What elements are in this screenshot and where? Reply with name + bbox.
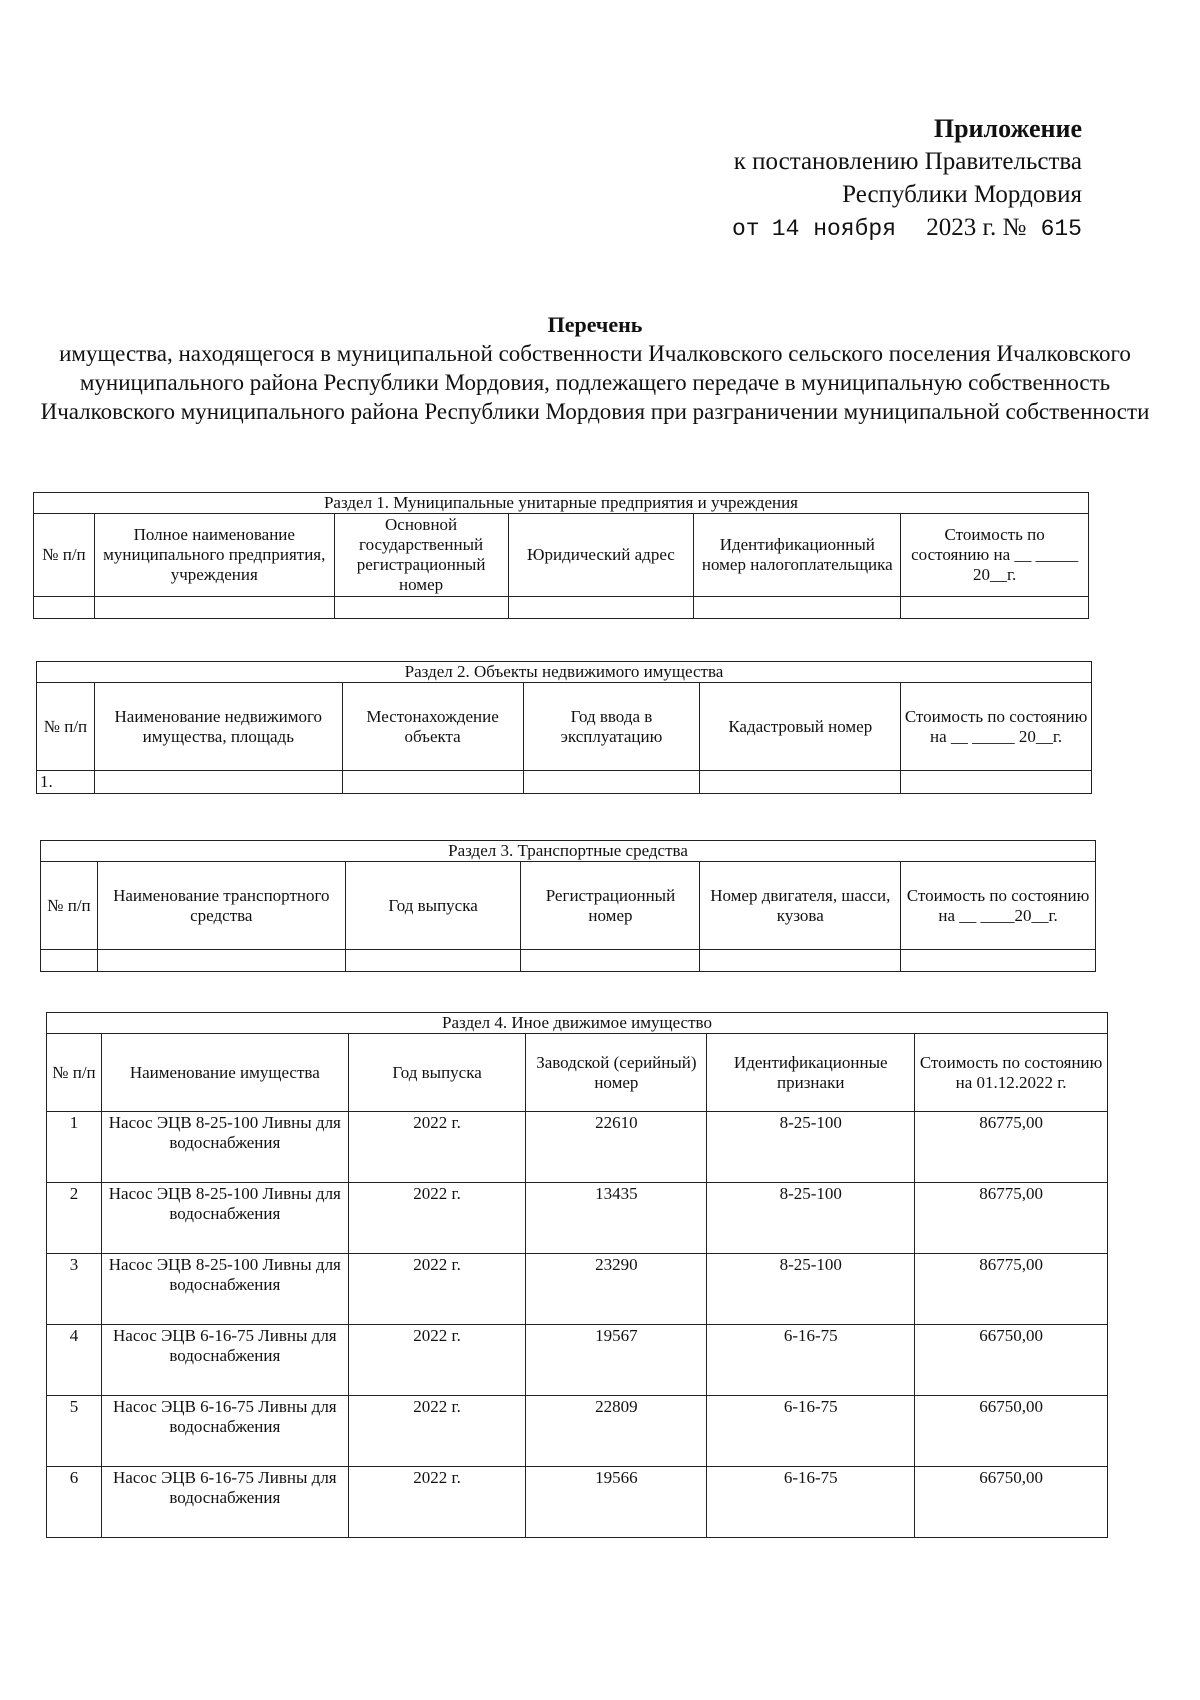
section-3-table: [40, 840, 1096, 972]
appendix-line-1: к постановлению Правительства: [733, 148, 1082, 175]
s4-row-1-serial: 22610: [526, 1112, 707, 1183]
s2-col-name: Наименование недвижимого имущества, площадь: [94, 683, 342, 771]
s4-row-6-name: Насос ЭЦВ 6-16-75 Ливны для водоснабжения: [101, 1467, 348, 1538]
s4-row-2-serial: 13435: [526, 1183, 707, 1254]
s1-col-cost: Стоимость по состоянию на __ _____ 20__г.: [901, 514, 1089, 597]
document-title: [40, 310, 1150, 426]
s4-row-4-year: 2022 г.: [348, 1325, 526, 1396]
s4-row-5-cost: 66750,00: [915, 1396, 1108, 1467]
section-4-table: [46, 1012, 1108, 1538]
section-1-caption: Раздел 1. Муниципальные унитарные предприятия и учреждения: [34, 493, 1089, 514]
s2-col-year: Год ввода в эксплуатацию: [523, 683, 700, 771]
s4-col-name: Наименование имущества: [101, 1034, 348, 1112]
s1-col-ogrn: Основной государственный регистрационный номер: [334, 514, 508, 597]
s4-row-3-cost: 86775,00: [915, 1254, 1108, 1325]
s4-col-num: № п/п: [47, 1034, 102, 1112]
table-row: [41, 950, 1096, 972]
s3-col-engine: Номер двигателя, шасси, кузова: [700, 862, 901, 950]
s1-col-name: Полное наименование муниципального предприятия, учреждения: [94, 514, 334, 597]
s3-col-regnum: Регистрационный номер: [521, 862, 700, 950]
s4-row-6-num: 6: [47, 1467, 102, 1538]
s4-row-2-ident: 8-25-100: [707, 1183, 915, 1254]
section-3-caption: Раздел 3. Транспортные средства: [41, 841, 1096, 862]
s4-row-6-cost: 66750,00: [915, 1467, 1108, 1538]
s1-col-num: № п/п: [34, 514, 95, 597]
decree-date: 14 ноября: [771, 216, 897, 242]
table-row: [34, 597, 1089, 619]
s4-row-2-name: Насос ЭЦВ 8-25-100 Ливны для водоснабжения: [101, 1183, 348, 1254]
section-2-table: [36, 661, 1092, 794]
s4-row-3-ident: 8-25-100: [707, 1254, 915, 1325]
section-1-table: [33, 492, 1089, 619]
s4-row-5-name: Насос ЭЦВ 6-16-75 Ливны для водоснабжения: [101, 1396, 348, 1467]
decree-year: 2023 г. №: [926, 214, 1027, 241]
s3-col-name: Наименование транспортного средства: [97, 862, 345, 950]
s3-col-year: Год выпуска: [345, 862, 521, 950]
section-4-caption: Раздел 4. Иное движимое имущество: [47, 1013, 1108, 1034]
s2-col-cost: Стоимость по состоянию на __ _____ 20__г.: [901, 683, 1092, 771]
s4-col-serial: Заводской (серийный) номер: [526, 1034, 707, 1112]
s4-row-1-cost: 86775,00: [915, 1112, 1108, 1183]
s4-row-2-year: 2022 г.: [348, 1183, 526, 1254]
s4-row-1-num: 1: [47, 1112, 102, 1183]
s4-row-2-cost: 86775,00: [915, 1183, 1108, 1254]
table-row: [37, 771, 1092, 794]
s4-col-year: Год выпуска: [348, 1034, 526, 1112]
decree-prefix: от: [731, 216, 760, 242]
s4-row-5-ident: 6-16-75: [707, 1396, 915, 1467]
s4-row-4-ident: 6-16-75: [707, 1325, 915, 1396]
table-row: [47, 1254, 1108, 1325]
table-row: [47, 1325, 1108, 1396]
decree-number: 615: [1040, 216, 1082, 242]
s1-col-address: Юридический адрес: [508, 514, 694, 597]
s2-col-cadastral: Кадастровый номер: [700, 683, 901, 771]
section-2-caption: Раздел 2. Объекты недвижимого имущества: [37, 662, 1092, 683]
title-text: имущества, находящегося в муниципальной собственности Ичалковского сельского поселения Ичалковского муниципального района Республики Мордовия, подлежащего передаче в муниципальную собственность Ичалковского муниципального района Республики Мордовия при разграничении муниципальной собственности: [40, 341, 1150, 424]
s4-row-3-num: 3: [47, 1254, 102, 1325]
s4-row-3-serial: 23290: [526, 1254, 707, 1325]
s2-col-location: Местонахождение объекта: [342, 683, 523, 771]
s4-row-1-year: 2022 г.: [348, 1112, 526, 1183]
s4-row-4-serial: 19567: [526, 1325, 707, 1396]
s4-row-5-num: 5: [47, 1396, 102, 1467]
table-row: [47, 1183, 1108, 1254]
appendix-header: [732, 112, 1082, 246]
s4-row-4-name: Насос ЭЦВ 6-16-75 Ливны для водоснабжения: [101, 1325, 348, 1396]
s3-col-cost: Стоимость по состоянию на __ ____20__г.: [901, 862, 1096, 950]
s4-row-5-serial: 22809: [526, 1396, 707, 1467]
s4-row-6-year: 2022 г.: [348, 1467, 526, 1538]
s4-row-3-year: 2022 г.: [348, 1254, 526, 1325]
s2-col-num: № п/п: [37, 683, 95, 771]
s4-col-cost: Стоимость по состоянию на 01.12.2022 г.: [915, 1034, 1108, 1112]
s4-col-ident: Идентификационные признаки: [707, 1034, 915, 1112]
s4-row-2-num: 2: [47, 1183, 102, 1254]
s4-row-1-ident: 8-25-100: [707, 1112, 915, 1183]
s4-row-6-serial: 19566: [526, 1467, 707, 1538]
s4-row-1-name: Насос ЭЦВ 8-25-100 Ливны для водоснабжения: [101, 1112, 348, 1183]
s4-row-3-name: Насос ЭЦВ 8-25-100 Ливны для водоснабжения: [101, 1254, 348, 1325]
s4-row-4-cost: 66750,00: [915, 1325, 1108, 1396]
table-row: [47, 1112, 1108, 1183]
s2-row-num: 1.: [37, 771, 95, 794]
s1-col-inn: Идентификационный номер налогоплательщика: [694, 514, 901, 597]
s3-col-num: № п/п: [41, 862, 98, 950]
title-heading: Перечень: [547, 312, 643, 337]
appendix-line-2: Республики Мордовия: [842, 181, 1082, 208]
s4-row-4-num: 4: [47, 1325, 102, 1396]
s4-row-6-ident: 6-16-75: [707, 1467, 915, 1538]
s4-row-5-year: 2022 г.: [348, 1396, 526, 1467]
decree-line: [732, 211, 1082, 246]
table-row: [47, 1467, 1108, 1538]
table-row: [47, 1396, 1108, 1467]
appendix-title: Приложение: [933, 114, 1082, 143]
